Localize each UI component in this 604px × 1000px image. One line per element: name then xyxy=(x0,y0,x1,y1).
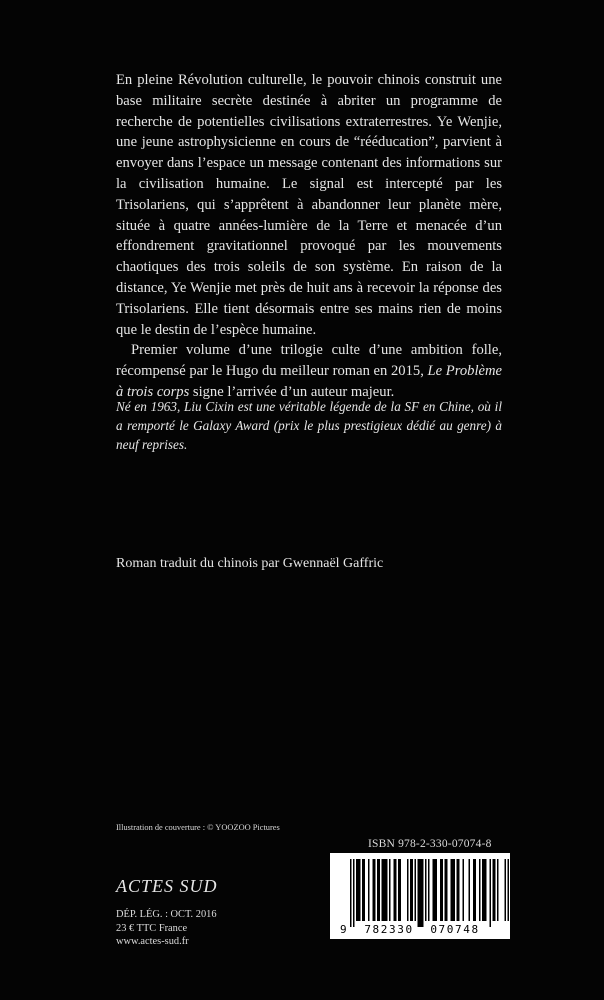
book-title-italic: Le Problème à trois corps xyxy=(116,363,502,400)
blurb-paragraph-synopsis: En pleine Révolution culturelle, le pouvoir chinois construit une base militaire secrète destinée à abriter un programme de recherche de potentielles civilisations extraterrestres. Ye Wenjie, une jeune astrophysicienne en cours de “rééducation”, parvient à envoyer dans l’espace un message contenant des informations sur la civilisation humaine. Le signal est intercepté par les Trisolariens, qui s’apprêtent à abandonner leur planète mère, située à quatre années-lumière de la Terre et menacée d’un effondrement gravitationnel provoqué par les mouvements chaotiques des trois soleils de son système. En raison de la distance, Ye Wenjie met près de huit ans à recevoir la réponse des Trisolariens. Elle tient désormais entre ses mains rien de moins que le destin de l’espèce humaine. xyxy=(116,72,502,338)
barcode-bar xyxy=(446,859,448,921)
barcode-bar xyxy=(385,859,387,921)
barcode-bar xyxy=(383,859,385,921)
barcode-bar xyxy=(457,859,459,921)
blurb-trilogy-text-end: signe l’arrivée d’un auteur majeur. xyxy=(189,383,395,400)
barcode-panel xyxy=(330,853,510,939)
barcode-bar xyxy=(484,859,486,921)
price: 23 € TTC France xyxy=(116,922,188,934)
barcode-bar xyxy=(400,859,402,921)
barcode-bar xyxy=(350,859,352,927)
barcode-bar xyxy=(353,859,355,927)
barcode-bar xyxy=(445,859,447,921)
barcode-bar xyxy=(425,859,427,921)
barcode-bar xyxy=(497,859,499,921)
publisher-website: www.actes-sud.fr xyxy=(116,936,189,948)
barcode-bar xyxy=(442,859,444,921)
barcode-bar xyxy=(356,859,358,921)
barcode-bar xyxy=(359,859,361,921)
barcode-bar xyxy=(410,859,412,921)
back-cover-blurb xyxy=(116,70,502,403)
barcode-bar xyxy=(490,859,492,927)
barcode-bar xyxy=(469,859,471,921)
barcode-bar xyxy=(505,859,507,921)
blurb-paragraph-trilogy xyxy=(116,340,502,402)
barcode-bar xyxy=(407,859,409,921)
barcode-bar xyxy=(428,859,430,921)
barcode-bar xyxy=(451,859,453,921)
barcode-bar xyxy=(386,859,388,921)
ean13-barcode-icon xyxy=(330,853,510,939)
barcode-bar xyxy=(494,859,496,921)
cover-illustration-credit: Illustration de couverture : © YOOZOO Pictures xyxy=(116,823,280,832)
barcode-bar xyxy=(463,859,465,921)
barcode-bar xyxy=(475,859,477,921)
barcode-bar xyxy=(419,859,421,927)
barcode-bar xyxy=(395,859,397,921)
barcode-bar xyxy=(434,859,436,921)
barcode-bar xyxy=(482,859,484,921)
translator-credit: Roman traduit du chinois par Gwennaël Gaffric xyxy=(116,556,384,571)
barcode-digits-right: 070748 xyxy=(430,923,480,936)
barcode-digits-left: 782330 xyxy=(364,923,414,936)
barcode-bar xyxy=(436,859,438,921)
publisher-info xyxy=(116,908,217,949)
barcode-bar xyxy=(440,859,442,921)
author-bio: Né en 1963, Liu Cixin est une véritable légende de la SF en Chine, où il a remporté le Galaxy Award (prix le plus prestigieux dédié au genre) à neuf reprises. xyxy=(116,399,502,453)
barcode-bar xyxy=(479,859,481,921)
isbn-number: ISBN 978-2-330-07074-8 xyxy=(368,838,492,850)
barcode-bar xyxy=(452,859,454,921)
barcode-bar xyxy=(394,859,396,921)
barcode-bar xyxy=(398,859,400,921)
barcode-bar xyxy=(373,859,375,921)
barcode-bar xyxy=(368,859,370,921)
barcode-bar xyxy=(358,859,360,921)
barcode-bar xyxy=(377,859,379,921)
barcode-digit-first: 9 xyxy=(340,923,347,936)
barcode-bar xyxy=(379,859,381,921)
barcode-bar xyxy=(454,859,456,921)
barcode-bar xyxy=(389,859,391,921)
barcode-bar xyxy=(421,859,423,927)
barcode-bar xyxy=(364,859,366,921)
barcode-bar xyxy=(382,859,384,921)
barcode-bar xyxy=(493,859,495,921)
barcode-bar xyxy=(362,859,364,921)
blurb-trilogy-text: Premier volume d’une trilogie culte d’une ambition folle, récompensé par le Hugo du meilleur roman en 2015, xyxy=(116,342,502,380)
legal-deposit: DÉP. LÉG. : OCT. 2016 xyxy=(116,909,217,920)
publisher-logo: ACTES SUD xyxy=(116,876,218,896)
barcode-bar xyxy=(508,859,510,921)
barcode-bar xyxy=(422,859,424,927)
barcode-bar xyxy=(473,859,475,921)
barcode-bar xyxy=(458,859,460,921)
barcode-bar xyxy=(418,859,420,927)
barcode-bars xyxy=(350,859,509,927)
barcode-bar xyxy=(433,859,435,921)
barcode-bar xyxy=(412,859,414,921)
barcode-bar xyxy=(415,859,417,921)
barcode-bar xyxy=(374,859,376,921)
barcode-bar xyxy=(485,859,487,921)
